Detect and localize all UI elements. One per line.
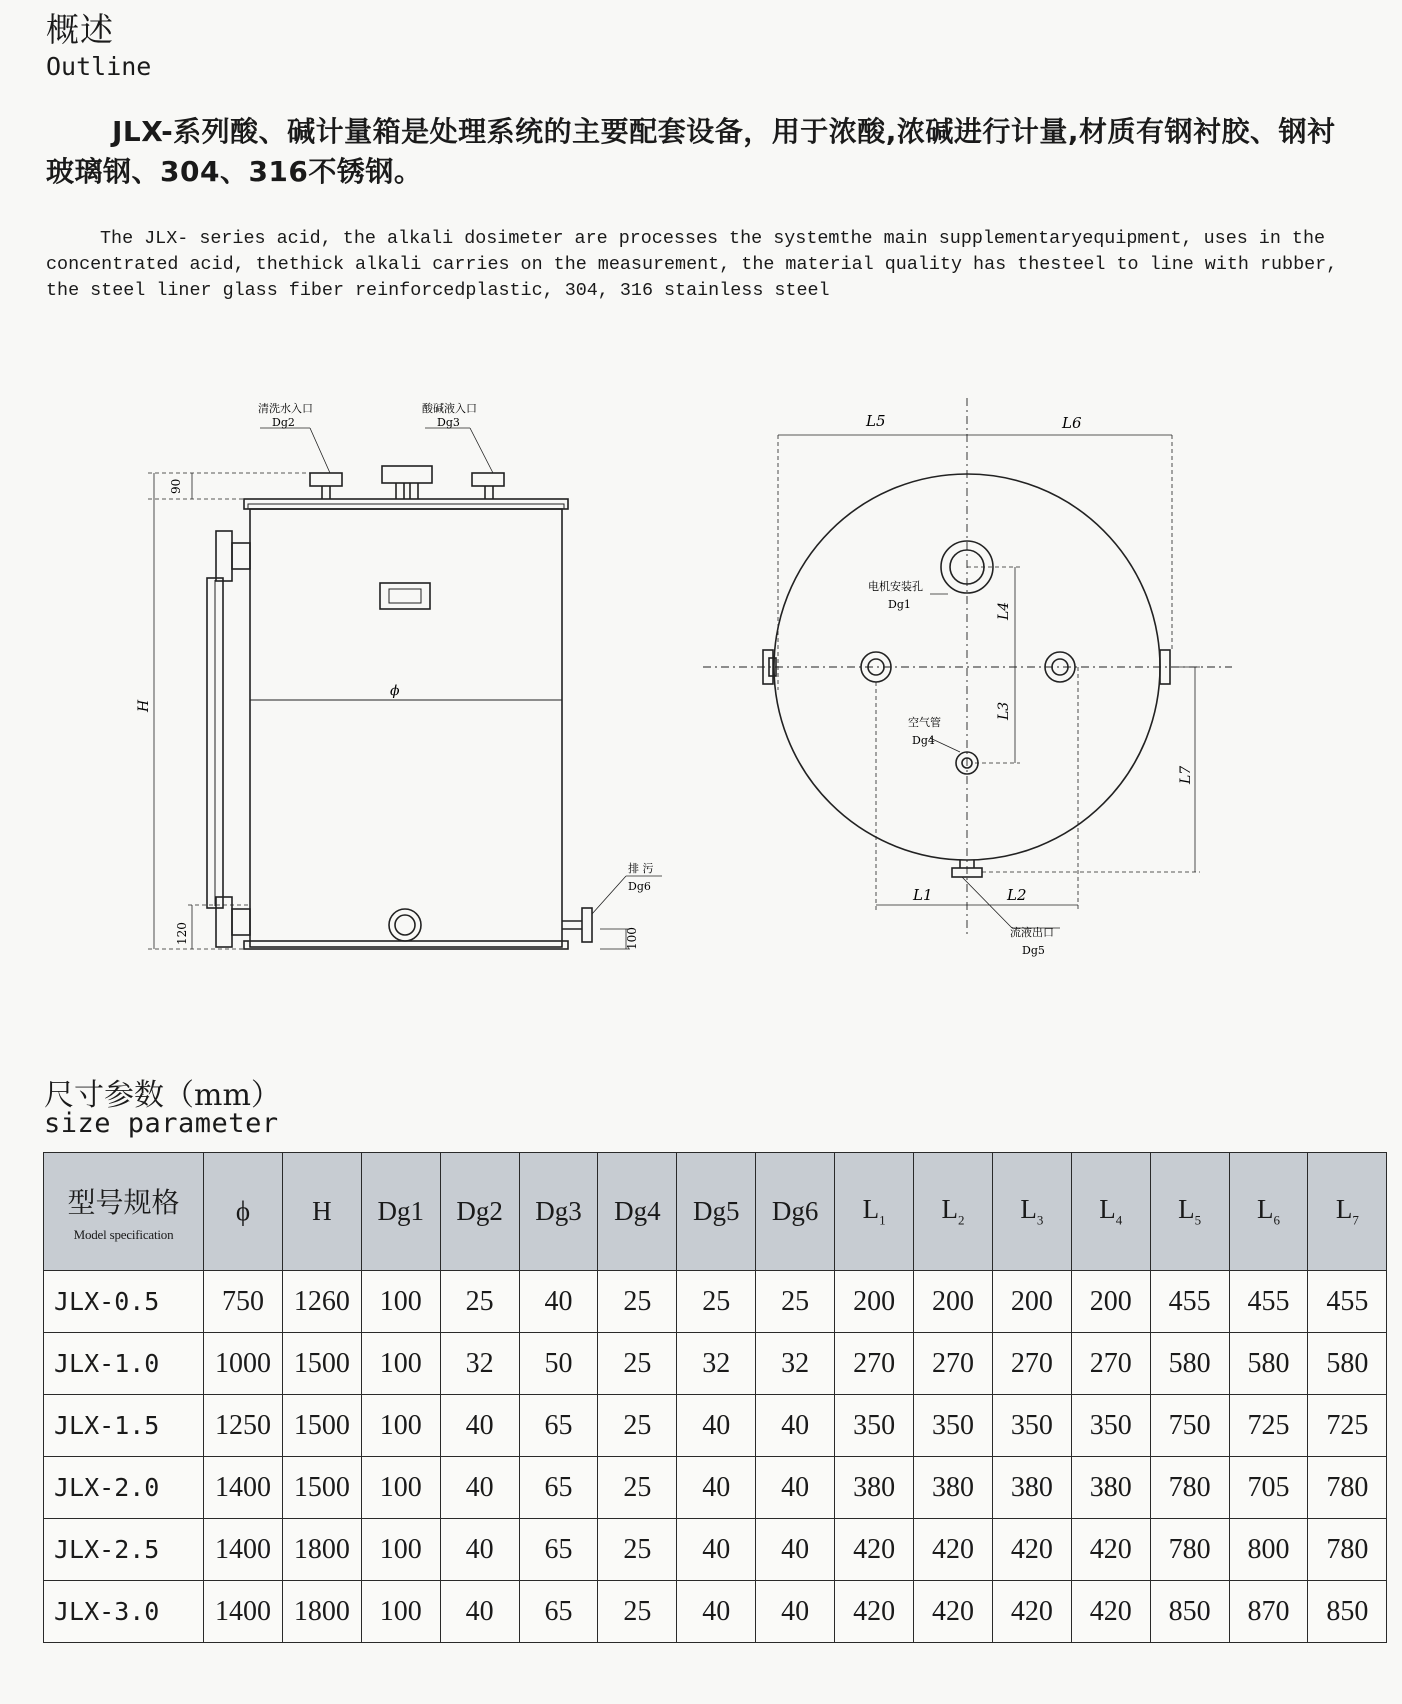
value-cell: 1250 xyxy=(204,1395,283,1457)
value-cell: 420 xyxy=(992,1581,1071,1643)
value-cell: 40 xyxy=(756,1395,835,1457)
value-cell: 1400 xyxy=(204,1519,283,1581)
header-l3: $L_3$ xyxy=(992,1153,1071,1271)
value-cell: 420 xyxy=(992,1519,1071,1581)
value-cell: 200 xyxy=(992,1271,1071,1333)
value-cell: 750 xyxy=(204,1271,283,1333)
value-cell: 455 xyxy=(1308,1271,1387,1333)
header-model-en: Model specification xyxy=(73,1226,174,1242)
value-cell: 65 xyxy=(519,1395,598,1457)
value-cell: 40 xyxy=(677,1457,756,1519)
model-cell: JLX-2.0 xyxy=(44,1457,204,1519)
header-l5: $L_5$ xyxy=(1150,1153,1229,1271)
value-cell: 780 xyxy=(1308,1457,1387,1519)
header-h: H xyxy=(282,1153,361,1271)
value-cell: 850 xyxy=(1308,1581,1387,1643)
header-l7: $L_7$ xyxy=(1308,1153,1387,1271)
value-cell: 870 xyxy=(1229,1581,1308,1643)
value-cell: 270 xyxy=(1071,1333,1150,1395)
value-cell: 270 xyxy=(835,1333,914,1395)
intro-paragraph-en: The JLX- series acid, the alkali dosimeter are processes the systemthe main supplementaryequipment, uses in the concentrated acid, thethick alkali carries on the measurement, the material quality has thesteel to line with rubber, the steel liner glass fiber reinforcedplastic, 304, 316 stainless steel xyxy=(46,228,1338,301)
dim-l7: L7 xyxy=(1178,765,1194,784)
value-cell: 200 xyxy=(1071,1271,1150,1333)
dim-bottom-120: 120 xyxy=(175,922,189,945)
size-parameter-table xyxy=(43,1152,1387,1643)
value-cell: 40 xyxy=(440,1519,519,1581)
value-cell: 50 xyxy=(519,1333,598,1395)
value-cell: 40 xyxy=(440,1457,519,1519)
value-cell: 40 xyxy=(756,1457,835,1519)
value-cell: 270 xyxy=(992,1333,1071,1395)
value-cell: 25 xyxy=(598,1395,677,1457)
dim-top-90: 90 xyxy=(169,478,183,494)
size-title-cn: 尺寸参数（mm） xyxy=(44,1078,281,1113)
value-cell: 1500 xyxy=(282,1457,361,1519)
outline-title-cn: 概述 xyxy=(46,10,114,49)
value-cell: 25 xyxy=(598,1519,677,1581)
header-l7-sub: 7 xyxy=(1352,1212,1359,1228)
value-cell: 32 xyxy=(677,1333,756,1395)
value-cell: 100 xyxy=(361,1519,440,1581)
air-pipe-label: 空气管 xyxy=(908,716,941,729)
value-cell: 25 xyxy=(598,1457,677,1519)
value-cell: 40 xyxy=(756,1519,835,1581)
value-cell: 420 xyxy=(1071,1581,1150,1643)
value-cell: 1800 xyxy=(282,1581,361,1643)
header-dg2: Dg2 xyxy=(440,1153,519,1271)
value-cell: 380 xyxy=(992,1457,1071,1519)
value-cell: 780 xyxy=(1150,1519,1229,1581)
value-cell: 780 xyxy=(1308,1519,1387,1581)
dim-l2: L2 xyxy=(1007,886,1027,904)
value-cell: 1500 xyxy=(282,1395,361,1457)
value-cell: 1400 xyxy=(204,1457,283,1519)
value-cell: 25 xyxy=(598,1271,677,1333)
value-cell: 420 xyxy=(914,1581,993,1643)
dim-l1: L1 xyxy=(913,886,933,904)
table-row xyxy=(44,1581,1387,1643)
value-cell: 100 xyxy=(361,1271,440,1333)
value-cell: 580 xyxy=(1308,1333,1387,1395)
value-cell: 705 xyxy=(1229,1457,1308,1519)
dim-l4: L4 xyxy=(996,601,1012,620)
outline-title-en: Outline xyxy=(46,52,152,81)
header-l2: $L_2$ xyxy=(914,1153,993,1271)
value-cell: 380 xyxy=(914,1457,993,1519)
value-cell: 1260 xyxy=(282,1271,361,1333)
table-row xyxy=(44,1457,1387,1519)
model-cell: JLX-1.5 xyxy=(44,1395,204,1457)
value-cell: 100 xyxy=(361,1333,440,1395)
intro-paragraph-cn: JLX-系列酸、碱计量箱是处理系统的主要配套设备，用于浓酸,浓碱进行计量,材质有钢衬胶、钢衬玻璃钢、304、316不锈钢。 xyxy=(46,115,1336,188)
header-l6-sub: 6 xyxy=(1273,1212,1281,1228)
model-cell: JLX-2.5 xyxy=(44,1519,204,1581)
dim-outlet-100: 100 xyxy=(625,927,639,950)
value-cell: 65 xyxy=(519,1457,598,1519)
value-cell: 750 xyxy=(1150,1395,1229,1457)
model-cell: JLX-0.5 xyxy=(44,1271,204,1333)
value-cell: 350 xyxy=(835,1395,914,1457)
value-cell: 420 xyxy=(1071,1519,1150,1581)
size-title-en: size parameter xyxy=(44,1108,279,1139)
value-cell: 65 xyxy=(519,1581,598,1643)
value-cell: 25 xyxy=(756,1271,835,1333)
header-l1: $L_1$ xyxy=(835,1153,914,1271)
header-dg5: Dg5 xyxy=(677,1153,756,1271)
header-dg1: Dg1 xyxy=(361,1153,440,1271)
value-cell: 725 xyxy=(1308,1395,1387,1457)
header-dg6: Dg6 xyxy=(756,1153,835,1271)
value-cell: 40 xyxy=(677,1519,756,1581)
value-cell: 25 xyxy=(440,1271,519,1333)
value-cell: 455 xyxy=(1150,1271,1229,1333)
value-cell: 25 xyxy=(677,1271,756,1333)
value-cell: 100 xyxy=(361,1581,440,1643)
dim-l5: L5 xyxy=(866,412,886,430)
header-l4: $L_4$ xyxy=(1071,1153,1150,1271)
model-cell: JLX-1.0 xyxy=(44,1333,204,1395)
value-cell: 25 xyxy=(598,1333,677,1395)
header-phi: ϕ xyxy=(204,1153,283,1271)
value-cell: 350 xyxy=(1071,1395,1150,1457)
header-model-cn: 型号规格 xyxy=(67,1185,180,1219)
header-l4-sub: 4 xyxy=(1115,1212,1123,1228)
outlet-dn: Dg5 xyxy=(1022,944,1045,957)
value-cell: 455 xyxy=(1229,1271,1308,1333)
header-dg4: Dg4 xyxy=(598,1153,677,1271)
dim-phi: ϕ xyxy=(390,683,400,699)
value-cell: 1500 xyxy=(282,1333,361,1395)
flush-inlet-dn: Dg2 xyxy=(272,416,295,429)
value-cell: 725 xyxy=(1229,1395,1308,1457)
value-cell: 350 xyxy=(914,1395,993,1457)
value-cell: 1400 xyxy=(204,1581,283,1643)
table-header-row xyxy=(44,1153,1387,1271)
table-body xyxy=(44,1271,1387,1643)
value-cell: 40 xyxy=(519,1271,598,1333)
table-row xyxy=(44,1519,1387,1581)
table-row xyxy=(44,1395,1387,1457)
value-cell: 65 xyxy=(519,1519,598,1581)
motor-hole-label: 电机安装孔 xyxy=(868,580,923,593)
value-cell: 800 xyxy=(1229,1519,1308,1581)
value-cell: 40 xyxy=(677,1581,756,1643)
acid-inlet-label: 酸碱液入口 xyxy=(422,402,477,415)
value-cell: 380 xyxy=(1071,1457,1150,1519)
value-cell: 100 xyxy=(361,1457,440,1519)
air-pipe-dn: Dg4 xyxy=(912,734,935,747)
value-cell: 580 xyxy=(1229,1333,1308,1395)
dim-l6: L6 xyxy=(1062,414,1082,432)
outlet-label: 流液出口 xyxy=(1010,926,1054,939)
value-cell: 1800 xyxy=(282,1519,361,1581)
value-cell: 780 xyxy=(1150,1457,1229,1519)
header-model xyxy=(44,1153,204,1271)
flush-inlet-label: 清洗水入口 xyxy=(258,402,313,415)
dim-l3: L3 xyxy=(996,701,1012,720)
header-dg3: Dg3 xyxy=(519,1153,598,1271)
value-cell: 40 xyxy=(440,1581,519,1643)
table-row xyxy=(44,1271,1387,1333)
value-cell: 270 xyxy=(914,1333,993,1395)
model-cell: JLX-3.0 xyxy=(44,1581,204,1643)
value-cell: 850 xyxy=(1150,1581,1229,1643)
value-cell: 350 xyxy=(992,1395,1071,1457)
value-cell: 200 xyxy=(914,1271,993,1333)
header-l6: $L_6$ xyxy=(1229,1153,1308,1271)
value-cell: 580 xyxy=(1150,1333,1229,1395)
header-l1-sub: 1 xyxy=(879,1212,886,1228)
value-cell: 100 xyxy=(361,1395,440,1457)
value-cell: 32 xyxy=(440,1333,519,1395)
value-cell: 25 xyxy=(598,1581,677,1643)
motor-hole-dn: Dg1 xyxy=(888,598,911,611)
value-cell: 420 xyxy=(835,1581,914,1643)
drain-dn: Dg6 xyxy=(628,880,651,893)
value-cell: 420 xyxy=(914,1519,993,1581)
header-l3-sub: 3 xyxy=(1036,1212,1044,1228)
value-cell: 420 xyxy=(835,1519,914,1581)
value-cell: 40 xyxy=(677,1395,756,1457)
drain-label: 排 污 xyxy=(628,862,654,875)
value-cell: 200 xyxy=(835,1271,914,1333)
value-cell: 380 xyxy=(835,1457,914,1519)
header-l5-sub: 5 xyxy=(1194,1212,1202,1228)
dim-height-h: H xyxy=(136,699,152,712)
table-row xyxy=(44,1333,1387,1395)
value-cell: 40 xyxy=(756,1581,835,1643)
value-cell: 32 xyxy=(756,1333,835,1395)
value-cell: 1000 xyxy=(204,1333,283,1395)
value-cell: 40 xyxy=(440,1395,519,1457)
acid-inlet-dn: Dg3 xyxy=(437,416,460,429)
header-l2-sub: 2 xyxy=(957,1212,965,1228)
